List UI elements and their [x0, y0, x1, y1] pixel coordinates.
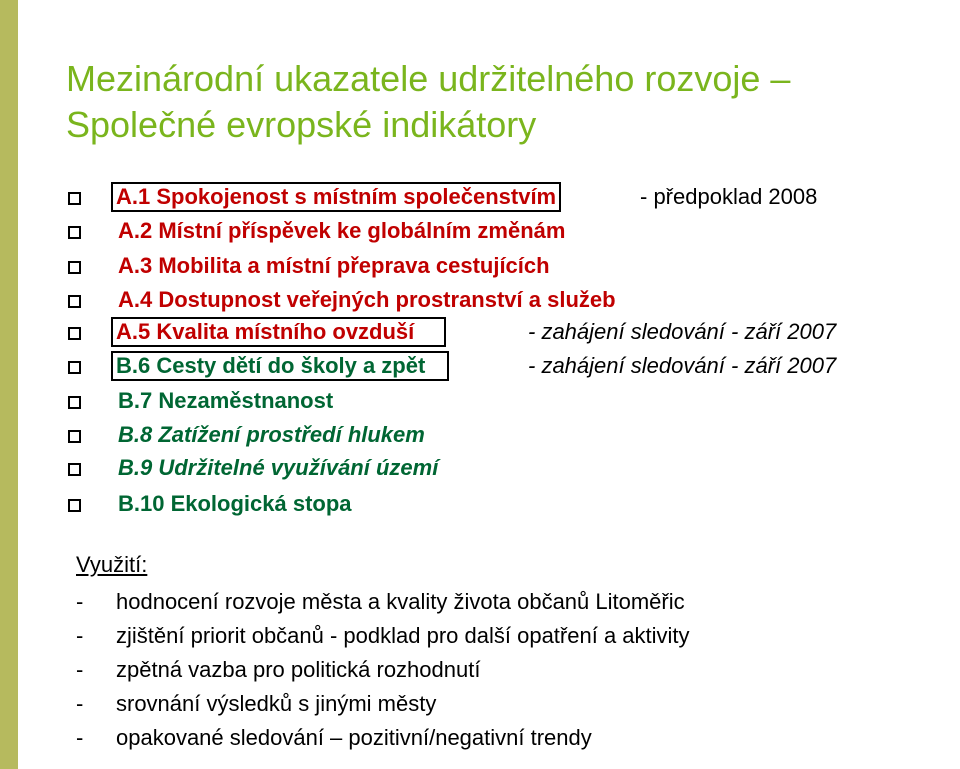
- indicator-note: - zahájení sledování - září 2007: [528, 319, 837, 344]
- dash-bullet: -: [76, 725, 84, 750]
- square-bullet-icon: [68, 226, 81, 239]
- indicator-label: B.9 Udržitelné využívání území: [118, 455, 439, 480]
- uses-item-text: srovnání výsledků s jinými městy: [116, 691, 437, 716]
- square-bullet-icon: [68, 499, 81, 512]
- indicator-note: - předpoklad 2008: [640, 184, 818, 209]
- indicator-label: A.4 Dostupnost veřejných prostranství a služeb: [118, 287, 616, 312]
- dash-bullet: -: [76, 691, 84, 716]
- side-accent-bar: [0, 0, 18, 769]
- indicator-label: B.7 Nezaměstnanost: [118, 388, 334, 413]
- square-bullet-icon: [68, 261, 81, 274]
- indicator-label: B.10 Ekologická stopa: [118, 491, 352, 516]
- square-bullet-icon: [68, 327, 81, 340]
- indicator-label: A.1 Spokojenost s místním společenstvím: [113, 184, 559, 210]
- dash-bullet: -: [76, 623, 84, 648]
- indicator-label: B.6 Cesty dětí do školy a zpět: [113, 353, 447, 379]
- dash-bullet: -: [76, 589, 84, 614]
- uses-item-text: opakované sledování – pozitivní/negativní trendy: [116, 725, 592, 750]
- indicator-note: - zahájení sledování - září 2007: [528, 353, 837, 378]
- square-bullet-icon: [68, 430, 81, 443]
- uses-item-text: hodnocení rozvoje města a kvality života občanů Litoměřic: [116, 589, 685, 614]
- uses-item-text: zjištění priorit občanů - podklad pro další opatření a aktivity: [116, 623, 690, 648]
- indicator-label: B.8 Zatížení prostředí hlukem: [118, 422, 425, 447]
- indicator-label: A.3 Mobilita a místní přeprava cestujících: [118, 253, 550, 278]
- indicator-label: A.5 Kvalita místního ovzduší: [113, 319, 444, 345]
- square-bullet-icon: [68, 396, 81, 409]
- square-bullet-icon: [68, 295, 81, 308]
- dash-bullet: -: [76, 657, 84, 682]
- square-bullet-icon: [68, 463, 81, 476]
- square-bullet-icon: [68, 192, 81, 205]
- page-title: Mezinárodní ukazatele udržitelného rozvoje – Společné evropské indikátory: [66, 58, 791, 145]
- uses-heading: Využití:: [76, 552, 148, 577]
- indicator-label: A.2 Místní příspěvek ke globálním změnám: [118, 218, 566, 243]
- uses-item-text: zpětná vazba pro politická rozhodnutí: [116, 657, 481, 682]
- square-bullet-icon: [68, 361, 81, 374]
